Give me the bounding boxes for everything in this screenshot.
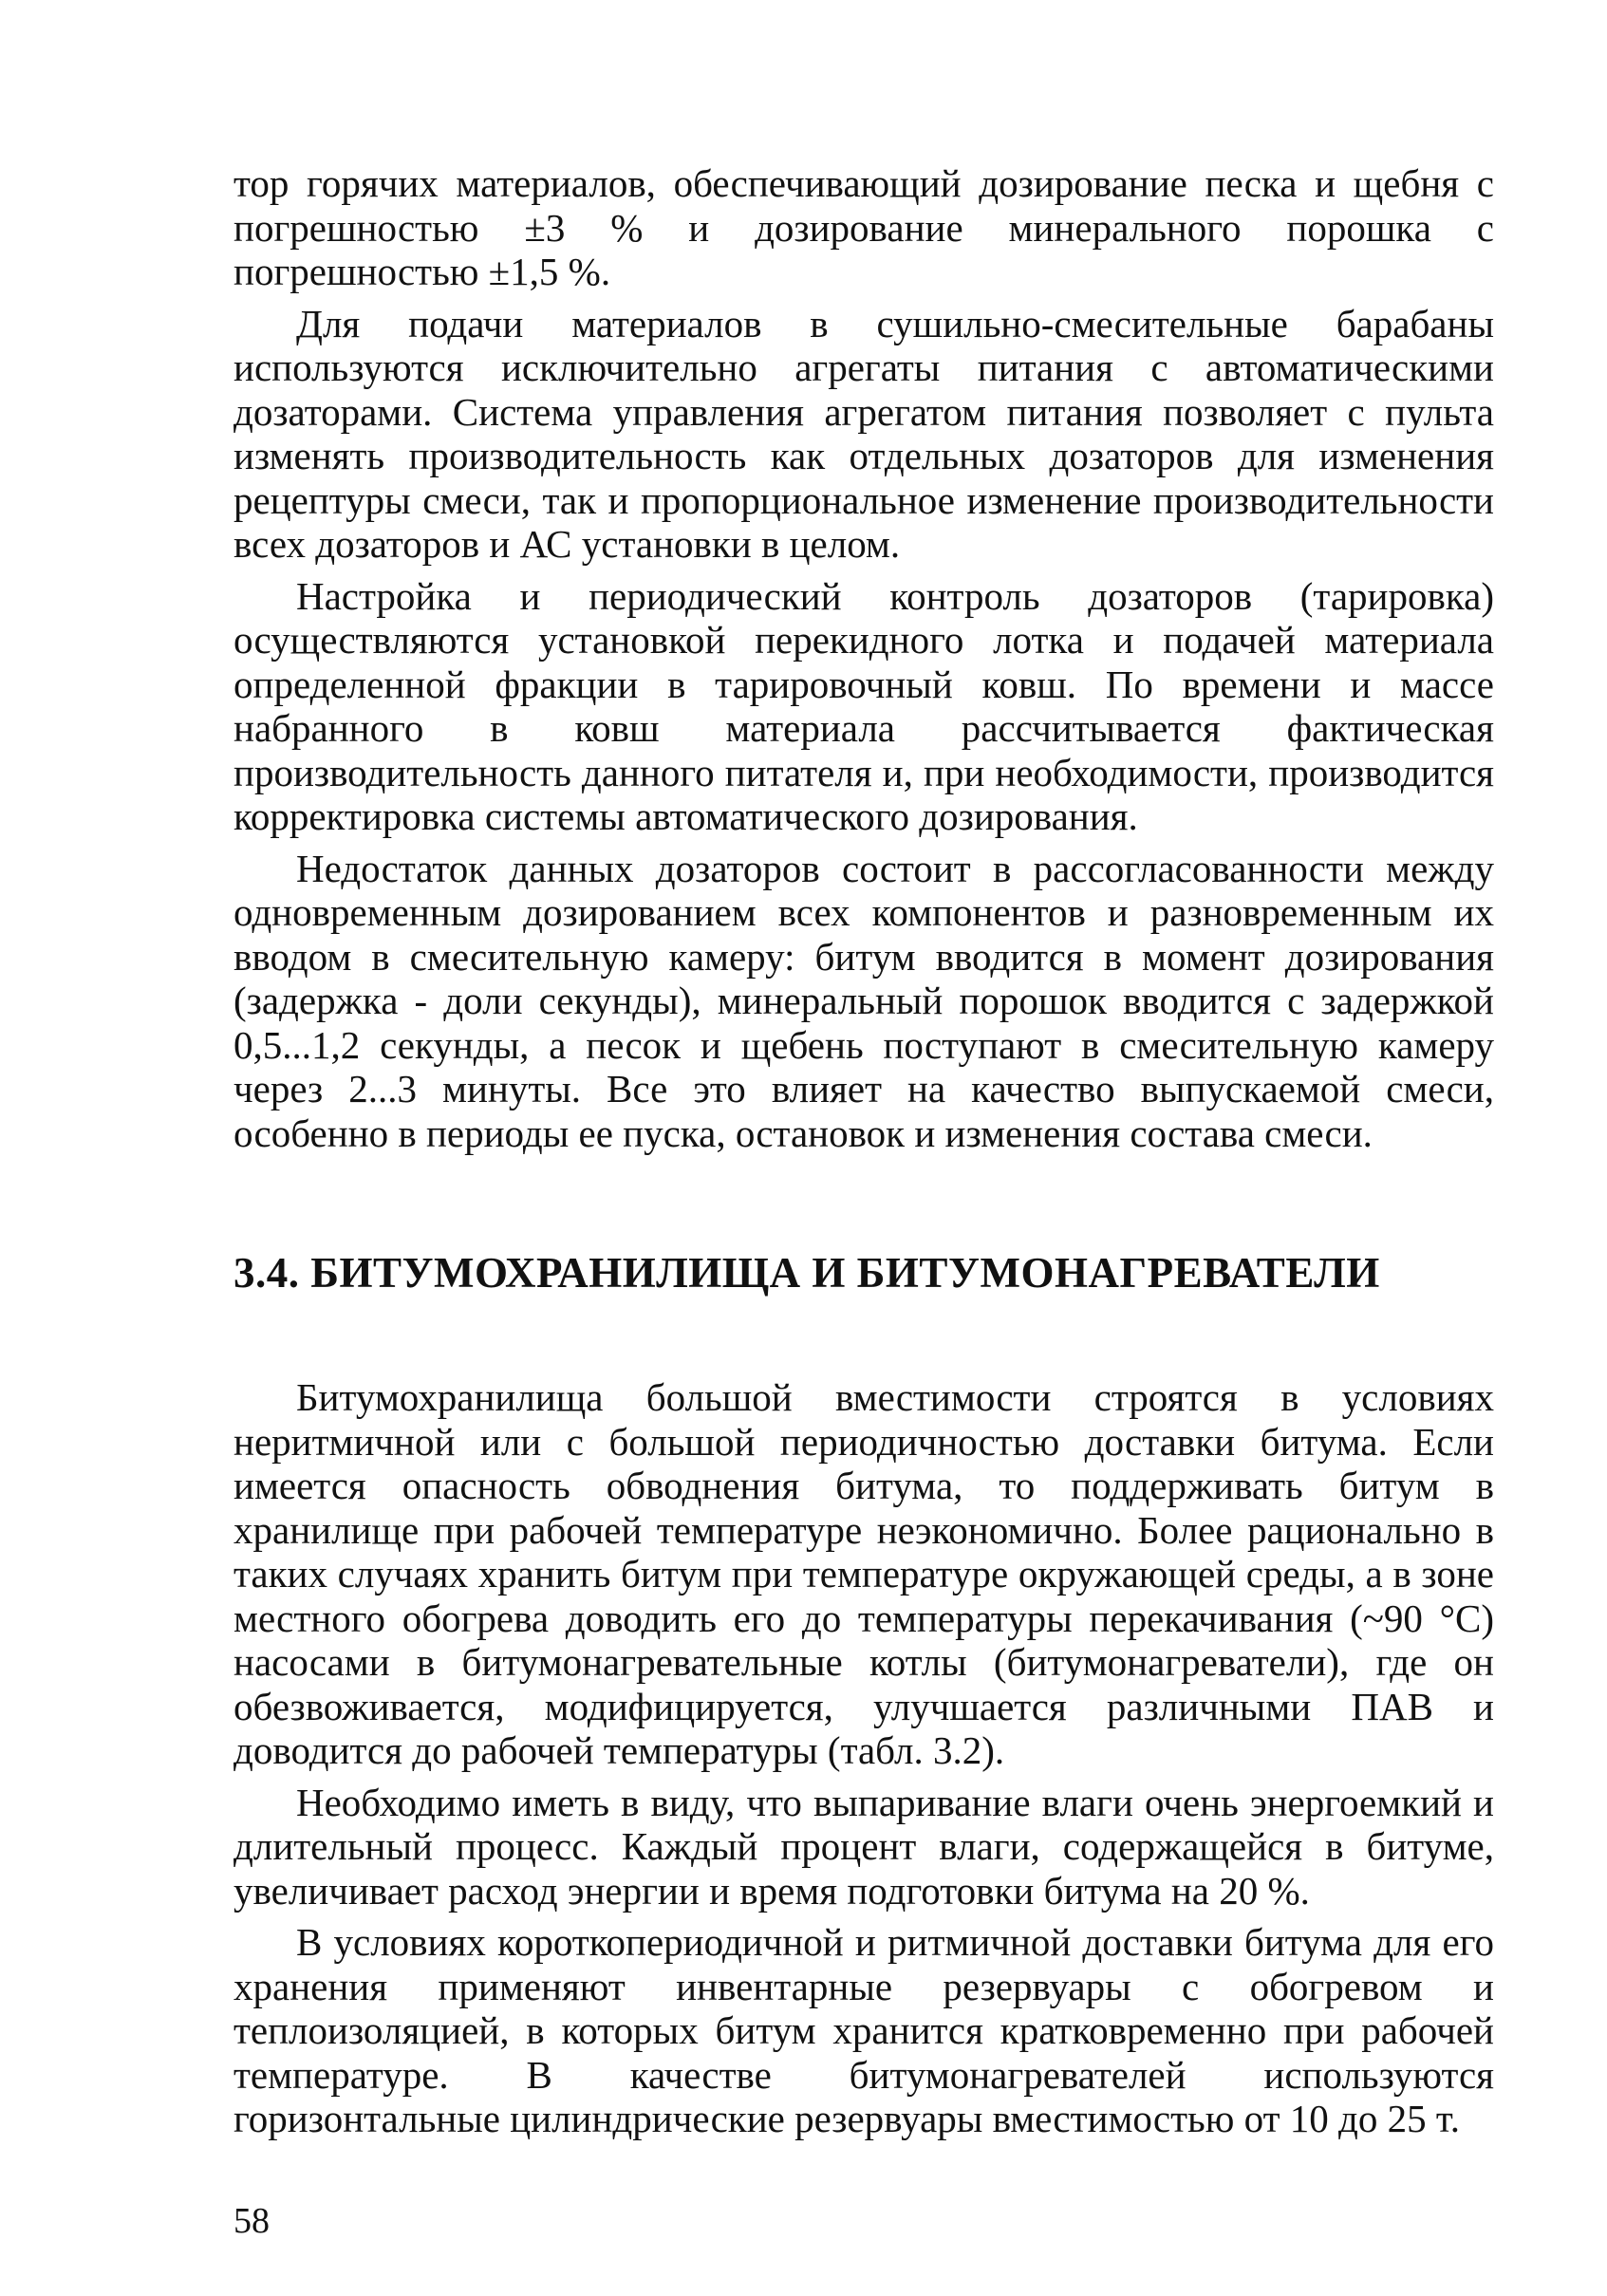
page-number: 58 — [234, 2201, 270, 2241]
paragraph-continuation: тор горячих материалов, обеспечивающий дозирование песка и щебня с погрешностью ±3 % и дозирование минерального порошка с погрешностью ±1,5 %. — [234, 161, 1494, 293]
paragraph-bitumen-storage: Битумохранилища большой вместимости строятся в условиях неритмичной или с большой периодичностью доставки битума. Если имеется опасность обводнения битума, то поддерживать битум в хранилище при рабочей температуре неэкономично. Более рационально в таких случаях хранить битум при температуре окружающей среды, а в зоне местного обогрева доводить его до температуры перекачивания (~90 °С) насосами в битумонагревательные котлы (битумонагреватели), где он обезвоживается, модифицируется, улучшается различными ПАВ и доводится до рабочей температуры (табл. 3.2). — [234, 1375, 1494, 1772]
paragraph-calibration: Настройка и периодический контроль дозаторов (тарировка) осуществляются установкой перекидного лотка и подачей материала определенной фракции в тарировочный ковш. По времени и массе набранного в ковш материала рассчитывается фактическая производительность данного питателя и, при необходимости, производится корректировка системы автоматического дозирования. — [234, 573, 1494, 838]
paragraph-dosing-drawback: Недостаток данных дозаторов состоит в рассогласованности между одновременным дозированием всех компонентов и разновременным их вводом в смесительную камеру: битум вводится в момент дозирования (задержка - доли секунды), минеральный порошок вводится с задержкой 0,5...1,2 секунды, а песок и щебень поступают в смесительную камеру через 2...3 минуты. Все это влияет на качество выпускаемой смеси, особенно в периоды ее пуска, остановок и изменения состава смеси. — [234, 846, 1494, 1155]
paragraph-short-period-delivery: В условиях короткопериодичной и ритмичной доставки битума для его хранения применяют инвентарные резервуары с обогревом и теплоизоляцией, в которых битум хранится кратковременно при рабочей температуре. В качестве битумонагревателей используются горизонтальные цилиндрические резервуары вместимостью от 10 до 25 т. — [234, 1920, 1494, 2140]
paragraph-moisture-evaporation: Необходимо иметь в виду, что выпаривание влаги очень энергоемкий и длительный процесс. Каждый процент влаги, содержащейся в битуме, увеличивает расход энергии и время подготовки битума на 20 %. — [234, 1780, 1494, 1913]
section-heading: 3.4. БИТУМОХРАНИЛИЩА И БИТУМОНАГРЕВАТЕЛИ — [234, 1249, 1380, 1297]
page-body — [234, 161, 1494, 2149]
paragraph-feed-system: Для подачи материалов в сушильно-смесительные барабаны используются исключительно агрегаты питания с автоматическими дозаторами. Система управления агрегатом питания позволяет с пульта изменять производительность как отдельных дозаторов для изменения рецептуры смеси, так и пропорциональное изменение производительности всех дозаторов и АС установки в целом. — [234, 301, 1494, 566]
